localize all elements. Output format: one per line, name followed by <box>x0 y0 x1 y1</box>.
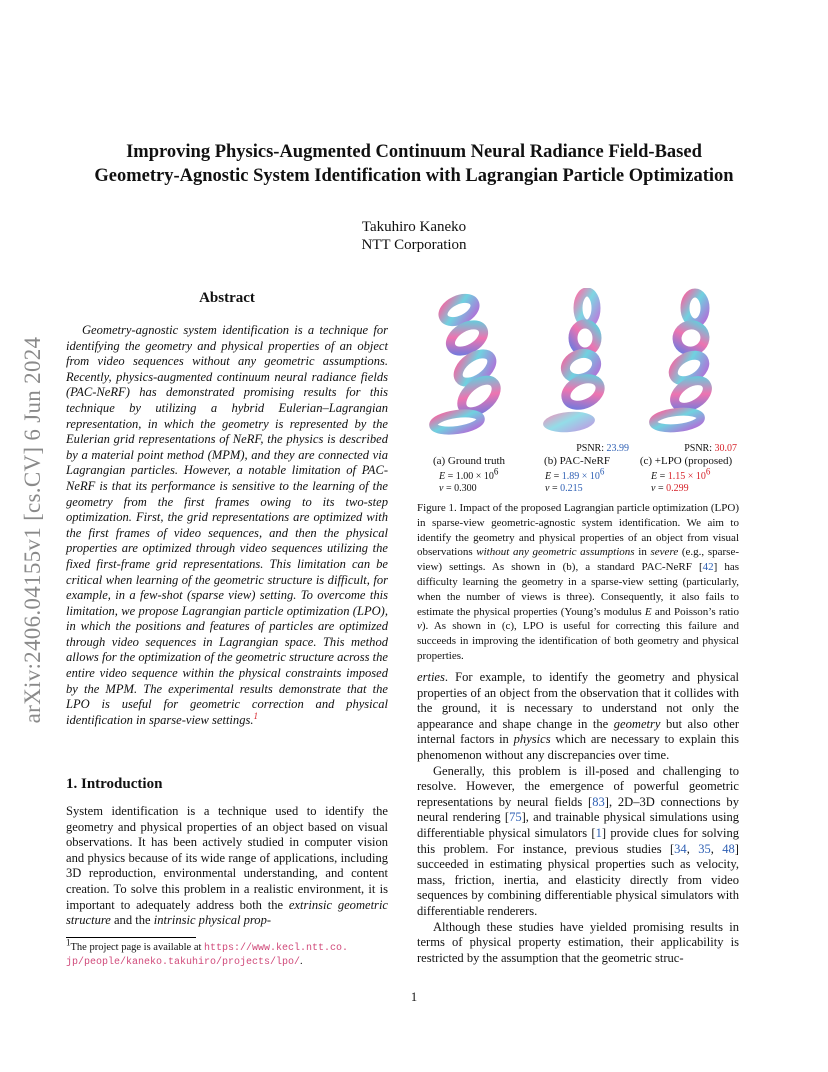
values-b: E = 1.89 × 106 ν = 0.215 <box>545 466 605 494</box>
figure-1 <box>417 288 739 458</box>
caption-text-5: and Poisson’s ratio <box>651 605 739 618</box>
right-column-body <box>417 670 739 966</box>
citation-link-34[interactable]: 34 <box>674 841 687 856</box>
abstract-text <box>66 323 388 728</box>
caption-text-6: ). As shown in (c), LPO is useful for correcting this failure and succeeds in improving the identification of both geometry and physical properties. <box>417 620 739 662</box>
subcaption-c: (c) +LPO (proposed) <box>639 455 733 467</box>
p1-em3: physics <box>513 732 551 747</box>
E-value-b: 1.89 × 10 <box>561 471 600 482</box>
nu-value-c: 0.299 <box>666 483 689 494</box>
values-c: E = 1.15 × 106 ν = 0.299 <box>651 466 711 494</box>
p2-e: ] succeeded in estimating physical properties such as velocity, mass, friction, inertia, and elasticity directly from video sequences by combining differentiable physical simulators with differentiable renderers. <box>417 841 739 918</box>
subcaption-a: (a) Ground truth <box>432 455 506 467</box>
project-url-part1[interactable]: https://www.kecl.ntt.co. <box>204 943 349 954</box>
footnote <box>66 937 388 969</box>
psnr-a <box>417 443 521 455</box>
torus-trajectory-image-c <box>633 288 737 438</box>
p2-a: Generally, this problem is ill-posed and challenging to resolve. However, the emergence of powerful geometric representations by neural fields [ <box>417 763 739 809</box>
abstract-heading: Abstract <box>199 290 255 306</box>
caption-em-2: severe <box>650 546 679 559</box>
p2-b: ], 2D–3D connections by neural rendering [ <box>417 794 739 825</box>
intro-heading: 1. Introduction <box>66 776 163 792</box>
paragraph-2 <box>417 764 739 920</box>
intro-text-b: and the <box>110 913 154 928</box>
intro-text <box>66 804 388 929</box>
author-block <box>0 218 828 254</box>
paper-title <box>0 140 828 188</box>
citation-link-1[interactable]: 1 <box>595 825 602 840</box>
E-value-c: 1.15 × 10 <box>667 471 706 482</box>
citation-link-48[interactable]: 48 <box>722 841 735 856</box>
citation-link-42[interactable]: 42 <box>702 561 714 574</box>
p2-d: ] provide clues for solving this problem. For instance, previous studies [ <box>417 825 739 856</box>
intro-em-b: intrinsic physical prop- <box>153 913 272 928</box>
figure-panel-c <box>633 288 737 458</box>
p2-sep1: , <box>686 841 699 856</box>
arxiv-stamp: arXiv:2406.04155v1 [cs.CV] 6 Jun 2024 <box>20 336 45 724</box>
p2-sep2: , <box>710 841 723 856</box>
footnote-rule <box>66 937 196 938</box>
torus-trajectory-image-a <box>417 288 521 438</box>
caption-nu: ν <box>417 620 422 633</box>
caption-em-1: without any geometric assumptions <box>476 546 635 559</box>
E-exp-a: 6 <box>493 466 499 477</box>
psnr-label-b: PSNR: <box>576 443 607 454</box>
nu-value-b: 0.215 <box>560 483 583 494</box>
caption-E: E <box>644 605 652 618</box>
psnr-c <box>633 443 737 455</box>
paragraph-1 <box>417 670 739 764</box>
caption-text-4: ] has difficulty learning the geometry in a sparse-view setting (particularly, when the number of views is three). Consequently, it also fails to estimate the physical properties (Young’s modulus <box>417 561 739 618</box>
figure-subcaptions <box>417 455 739 495</box>
p1-c: which are necessary to explain this phenomenon without any discrepancies over time. <box>417 732 739 762</box>
caption-text-1: Impact of the proposed Lagrangian particle optimization (LPO) in sparse-view geometric-agnostic system identification. We aim to identify the geometry and physical properties of an object from visual observations <box>417 502 739 559</box>
p1-em: erties <box>417 670 445 684</box>
footnote-end: . <box>300 956 303 967</box>
E-exp-b: 6 <box>599 466 605 477</box>
intro-text-a: System identification is a technique used to identify the geometry and physical properties of an object based on visual observations. It has been actively studied in computer vision and physics because of its wide range of applications, including 3D reproduction, environmental understanding, and content creation. To solve this problem in a realistic environment, it is important to adequately address both the <box>66 804 388 912</box>
psnr-b <box>525 443 629 455</box>
page-number: 1 <box>410 990 418 1004</box>
caption-text-3: (e.g., sparse-view) settings. As shown in (b), a standard PAC-NeRF [ <box>417 546 740 574</box>
caption-text-2: in <box>634 546 651 559</box>
paragraph-3: Although these studies have yielded promising results in terms of physical property estimation, their applicability is restricted by the assumption that the geometric struc- <box>417 919 739 965</box>
torus-trajectory-image-b <box>525 288 629 438</box>
author-affiliation: NTT Corporation <box>361 237 467 253</box>
abstract-body: Geometry-agnostic system identification is a technique for identifying the geometry and physical properties of an object from video sequences without any geometric assumptions. Recently, physics-augmented continuum neural radiance fields (PAC-NeRF) has demonstrated promising results for this technique by utilizing a hybrid Eulerian–Lagrangian representation, in which the geometry is represented by the Eulerian grid representations of NeRF, the physics is described by a material point method (MPM), and they are connected via Lagrangian particles. However, a notable limitation of PAC-NeRF is that its performance is sensitive to the learning of the geometry from the first frames owing to its two-step optimization. First, the grid representations are optimized with the first frames of video sequences, and then the physical properties are optimized through video sequences utilizing the fixed first-frame grid representations. This limitation can be critical when learning of the geometric structure is difficult, for example, in a few-shot (sparse view) setting. To overcome this limitation, we propose Lagrangian particle optimization (LPO), in which the positions and features of particles are optimized through video sequences in Lagrangian space. This method allows for the optimization of the geometric structure across the entire video sequence within the physical constraints imposed by the MPM. The experimental results demonstrate that the LPO is useful for geometric correction and physical identification in sparse-view settings. <box>66 323 388 727</box>
psnr-label-c: PSNR: <box>684 443 715 454</box>
psnr-value-c: 30.07 <box>714 443 737 454</box>
values-a: E = 1.00 × 106 ν = 0.300 <box>439 466 499 494</box>
figure-label: Figure 1. <box>417 502 457 514</box>
subcaption-b: (b) PAC-NeRF <box>544 455 610 467</box>
title-line-1: Improving Physics-Augmented Continuum Neural Radiance Field-Based <box>126 142 702 162</box>
title-line-2: Geometry-Agnostic System Identification with Lagrangian Particle Optimization <box>94 166 734 186</box>
figure-panel-b <box>525 288 629 458</box>
nu-value-a: 0.300 <box>454 483 477 494</box>
figure-panel-a <box>417 288 521 458</box>
footnote-text: The project page is available at <box>70 942 205 953</box>
p1-b: but also other internal factors in <box>417 716 740 747</box>
psnr-value-b: 23.99 <box>606 443 629 454</box>
intro-em-a: extrinsic geometric structure <box>66 897 388 928</box>
p1-em2: geometry <box>613 716 661 731</box>
p2-c: ], and trainable physical simulations using differentiable physical simulators [ <box>417 810 739 840</box>
E-exp-c: 6 <box>705 466 711 477</box>
citation-link-83[interactable]: 83 <box>592 794 605 809</box>
footnote-mark: 1 <box>66 937 71 948</box>
E-value-a: 1.00 × 10 <box>455 471 494 482</box>
figure-1-caption <box>417 501 739 664</box>
footnote-link[interactable]: 1 <box>253 710 258 721</box>
citation-link-35[interactable]: 35 <box>698 841 711 856</box>
citation-link-75[interactable]: 75 <box>509 810 522 825</box>
project-url-part2[interactable]: jp/people/kaneko.takuhiro/projects/lpo/ <box>66 957 301 968</box>
p1-a: . For example, to identify the geometry and physical properties of an object from the observation that it collides with the ground, it is necessary to understand not only the appearance and shape change in the <box>417 670 739 731</box>
author-name: Takuhiro Kaneko <box>361 219 467 235</box>
